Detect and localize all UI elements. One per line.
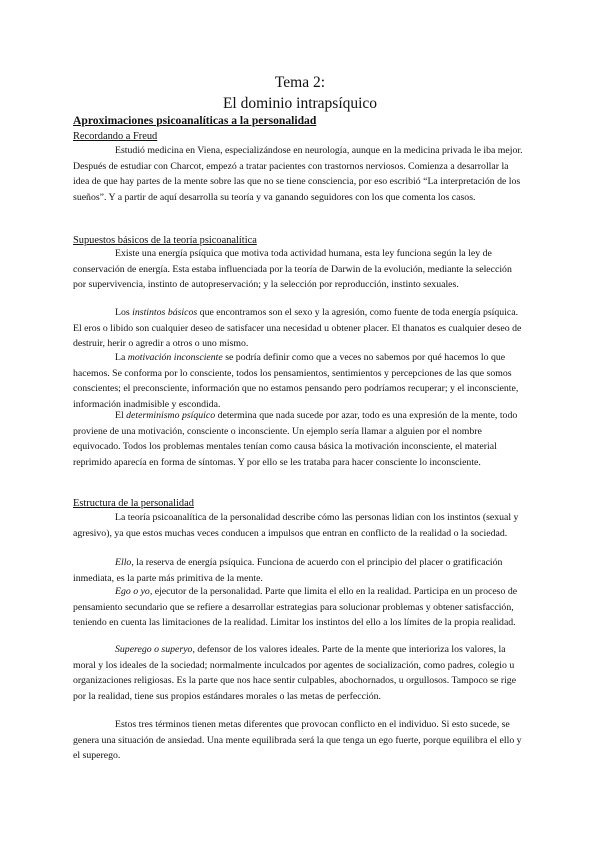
paragraph	[73, 642, 527, 705]
paragraph	[73, 510, 527, 541]
paragraph-text: , la reserva de energía psíquica. Funciona de acuerdo con el principio del placer o gratificación inmediata, es la parte más primitiva de la mente.	[73, 557, 503, 584]
paragraph-text: , defensor de los valores ideales. Parte de la mente que interioriza los valores, la moral y los ideales de la sociedad; normalmente inculcados por agentes de socialización, como padres, colegio u organizaciones religiosas. Es la parte que nos hace sentir culpables, abochornados, u orgullosos. Tampoco se rige por la realidad, tiene sus propios estándares morales o las metas de perfección.	[73, 644, 517, 703]
paragraph-emphasis: Ello	[115, 557, 132, 568]
section-heading-supuestos-basicos: Supuestos básicos de la teoría psicoanalítica	[73, 235, 257, 246]
paragraph-emphasis: instintos básicos	[132, 307, 198, 318]
paragraph-text: La teoría psicoanalítica de la personalidad describe cómo las personas lidian con los instintos (sexual y agresivo), ya que estos muchas veces conducen a impulsos que entran en conflicto de la realidad o la sociedad.	[73, 512, 519, 539]
paragraph-text: determina que nada sucede por azar, todo es una expresión de la mente, todo proviene de una motivación, consciente o inconsciente. Un ejemplo sería llamar a alguien por el nombre equivocado. Todos los problemas mentales tenían como causa básica la motivación inconsciente, el material reprimido aparecía en forma de síntomas. Y por ello se les trataba para hacer consciente lo inconsciente.	[73, 410, 518, 469]
paragraph-text: Estudió medicina en Viena, especializándose en neurología, aunque en la medicina privada le iba mejor. Después de estudiar con Charcot, empezó a tratar pacientes con trastornos nerviosos. Comienza a desarrollar la idea de que hay partes de la mente sobre las que no se tiene consciencia, por eso escribió “La interpretación de los sueños”. Y a partir de aquí desarrolla su teoría y va ganando seguidores con los que comenta los casos.	[73, 145, 523, 204]
paragraph	[73, 408, 527, 471]
paragraph	[73, 555, 527, 586]
paragraph-text: que encontramos son el sexo y la agresión, como fuente de toda energía psíquica. El eros o libido son cualquier deseo de satisfacer una necesidad u obtener placer. El thanatos es cualquier deseo de destruir, herir o agredir a otros o uno mismo.	[73, 307, 522, 350]
paragraph-text: Existe una energía psíquica que motiva toda actividad humana, esta ley funciona según la ley de conservación de energía. Esta estaba influenciada por la teoría de Darwin de la evolución, mediante la selección por supervivencia, instinto de autopreservación; y la selección por reproducción, instinto sexuales.	[73, 248, 512, 291]
paragraph-emphasis: Superego o superyo	[115, 644, 193, 655]
paragraph	[73, 305, 527, 352]
paragraph	[73, 246, 527, 293]
paragraph-text: se podría definir como que a veces no sabemos por qué hacemos lo que hacemos. Se conforma por lo consciente, todos los pensamientos, sentimientos y percepciones de las que somos conscientes; el preconsciente, información que no estamos pensando pero podríamos recuperar; y el inconsciente, información inadmisible y escondida.	[73, 352, 519, 411]
paragraph	[73, 717, 527, 764]
title-line-1: Tema 2:	[274, 74, 326, 91]
title-line-2: El dominio intrapsíquico	[222, 95, 378, 112]
paragraph-emphasis: determinismo psíquico	[126, 410, 216, 421]
paragraph-emphasis: Ego o yo	[115, 586, 150, 597]
section-heading-recordando-a-freud: Recordando a Freud	[73, 131, 158, 142]
paragraph-lead: La	[115, 352, 128, 363]
paragraph-text: Estos tres términos tienen metas diferentes que provocan conflicto en el individuo. Si esto sucede, se genera una situación de ansiedad. Una mente equilibrada será la que tenga un ego fuerte, porque equilibra el ello y el superego.	[73, 719, 522, 762]
section-heading-estructura-personalidad: Estructura de la personalidad	[73, 498, 194, 509]
paragraph-text: , ejecutor de la personalidad. Parte que limita el ello en la realidad. Participa en un proceso de pensamiento secundario que se refiere a desarrollar estrategias para solucionar problemas y obtener satisfacción, teniendo en cuenta las limitaciones de la realidad. Limitar los instintos del ello a los límites de la propia realidad.	[73, 586, 518, 629]
main-heading: Aproximaciones psicoanalíticas a la personalidad	[73, 114, 317, 127]
paragraph	[73, 350, 527, 413]
paragraph-lead: Los	[115, 307, 133, 318]
paragraph	[73, 584, 527, 631]
paragraph-emphasis: motivación inconsciente	[127, 352, 223, 363]
paragraph	[73, 143, 527, 206]
paragraph-lead: El	[115, 410, 127, 421]
